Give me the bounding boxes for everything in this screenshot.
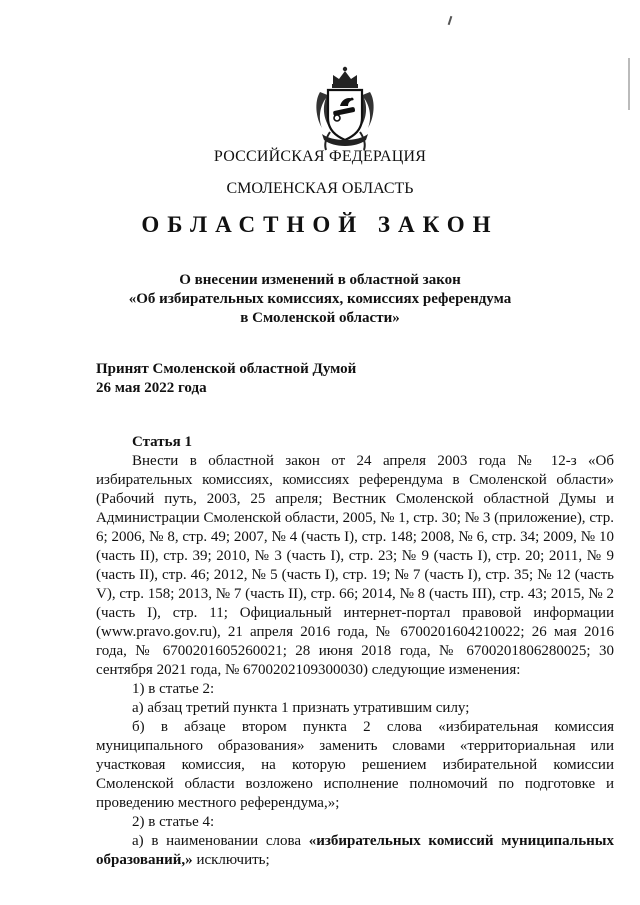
law-title-line: «Об избирательных комиссиях, комиссиях референдума	[128, 291, 512, 307]
list-item	[96, 832, 614, 870]
country-name: РОССИЙСКАЯ ФЕДЕРАЦИЯ	[213, 148, 427, 165]
region-name: СМОЛЕНСКАЯ ОБЛАСТЬ	[226, 180, 414, 197]
list-item-emphasis: «избирательных комиссий муниципальных образований,»	[96, 833, 614, 868]
list-item-text: а) в наименовании слова	[132, 833, 309, 849]
list-item-text: исключить;	[192, 852, 270, 868]
coat-of-arms-icon	[312, 62, 378, 152]
article-intro: Внести в областной закон от 24 апреля 2003 года № 12-з «Об избирательных комиссиях, комиссиях референдума в Смоленской области» (Рабочий путь, 2003, 25 апреля; Вестник Смоленской областной Думы и Администрации Смоленской области, 2005, № 1, стр. 30; № 3 (приложение), стр. 6; 2006, № 8, стр. 49; 2007, № 4 (часть I), стр. 148; 2008, № 6, стр. 34; 2009, № 10 (часть II), стр. 39; 2010, № 3 (часть I), стр. 23; № 9 (часть I), стр. 20; 2011, № 9 (часть II), стр. 46; 2012, № 5 (часть I), стр. 19; № 7 (часть I), стр. 35; № 12 (часть V), стр. 158; 2013, № 7 (часть II), стр. 66; 2014, № 8 (часть III), стр. 43; 2015, № 2 (часть I), стр. 11; Официальный интернет-портал правовой информации (www.pravo.gov.ru), 21 апреля 2016 года, № 6700201604210022; 26 мая 2016 года, № 6700201605260021; 28 июня 2018 года, № 6700201806280025; 30 сентября 2021 года, № 6700202109300030) следующие изменения:	[96, 453, 614, 678]
adoption-date: 26 мая 2022 года	[96, 380, 207, 396]
adoption-info	[96, 360, 356, 398]
document-type: ОБЛАСТНОЙ ЗАКОН	[141, 212, 499, 237]
list-item: а) абзац третий пункта 1 признать утратившим силу;	[132, 700, 470, 716]
list-item: 2) в статье 4:	[132, 814, 215, 830]
article-body	[96, 433, 614, 870]
article-heading: Статья 1	[132, 434, 192, 450]
law-title-line: в Смоленской области»	[240, 310, 400, 326]
list-item: 1) в статье 2:	[132, 681, 215, 697]
scan-mark	[448, 16, 453, 25]
law-title-line: О внесении изменений в областной закон	[179, 272, 461, 288]
law-title	[0, 271, 640, 328]
adoption-body: Принят Смоленской областной Думой	[96, 361, 357, 377]
list-item: б) в абзаце втором пункта 2 слова «избирательная комиссия муниципального образования» заменить словами «территориальная или участковая комиссия, на которую решением избирательной комиссии Смоленской области возложено исполнение полномочий по подготовке и проведению местного референдума,»;	[96, 719, 614, 811]
scan-edge-mark	[628, 58, 630, 110]
